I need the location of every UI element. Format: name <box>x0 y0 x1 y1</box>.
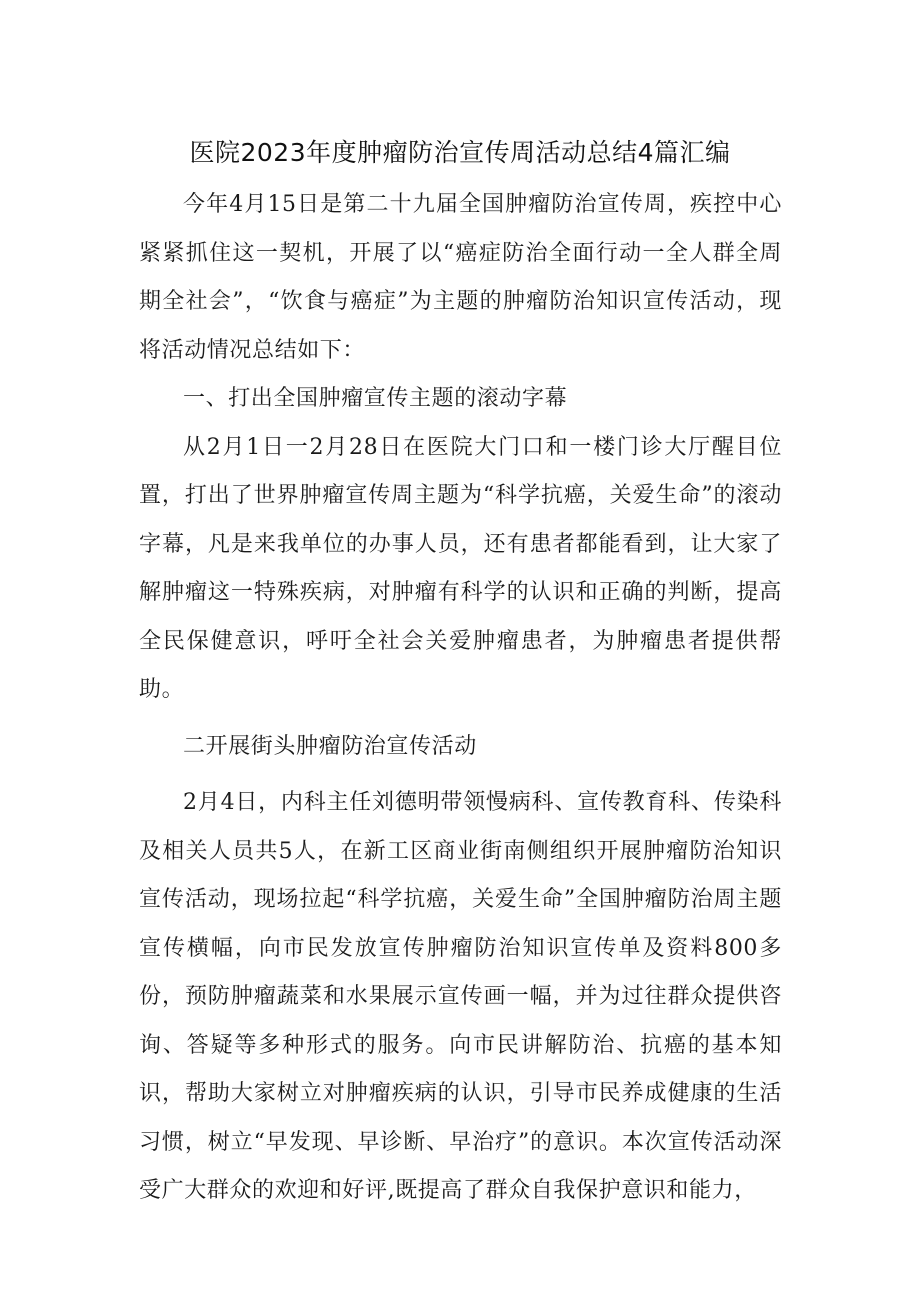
document-title: 医院2023年度肿瘤防治宣传周活动总结4篇汇编 <box>189 138 731 167</box>
section-heading-1: 一、打出全国肿瘤宣传主题的滚动字幕 <box>183 386 568 411</box>
intro-paragraph: 今年4月15日是第二十九届全国肿瘤防治宣传周，疾控中心紧紧抓住这一契机，开展了以“癌症防治全面行动一全人群全周期全社会”，“饮食与癌症”为主题的肿瘤防治知识宣传活动，现将活动情况总结如下： <box>139 192 782 363</box>
document-body <box>139 181 782 1216</box>
section-heading-2: 二开展街头肿瘤防治宣传活动 <box>183 733 477 759</box>
paragraph-spacer <box>139 771 782 779</box>
section-2-paragraph: 2月4日，内科主任刘德明带领慢病科、宣传教育科、传染科及相关人员共5人，在新工区商业街南侧组织开展肿瘤防治知识宣传活动，现场拉起“科学抗癌，关爱生命”全国肿瘤防治周主题宣传横幅，向市民发放宣传肿瘤防治知识宣传单及资料800多份，预防肿瘤蔬菜和水果展示宣传画一幅，并为过往群众提供咨询、答疑等多种形式的服务。向市民讲解防治、抗癌的基本知识，帮助大家树立对肿瘤疾病的认识，引导市民养成健康的生活习惯，树立“早发现、早诊断、早治疗”的意识。本次宣传活动深受广大群众的欢迎和好评,既提高了群众自我保护意识和能力， <box>139 790 782 1203</box>
paragraph-spacer <box>139 715 782 723</box>
section-1-paragraph: 从2月1日一2月28日在医院大门口和一楼门诊大厅醒目位置，打出了世界肿瘤宣传周主题为“科学抗癌，关爱生命”的滚动字幕，凡是来我单位的办事人员，还有患者都能看到，让大家了解肿瘤这一特殊疾病，对肿瘤有科学的认识和正确的判断，提高全民保健意识，呼吁全社会关爱肿瘤患者，为肿瘤患者提供帮助。 <box>139 434 782 702</box>
